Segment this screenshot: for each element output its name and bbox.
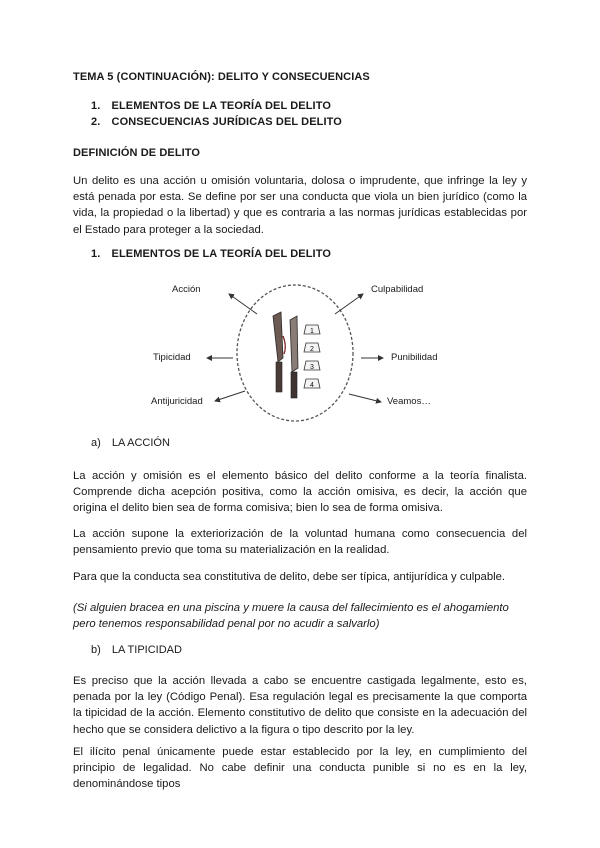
section-title: ELEMENTOS DE LA TEORÍA DEL DELITO [111, 248, 331, 260]
section-1-heading [91, 248, 331, 260]
section-number: 1. [91, 248, 101, 260]
accion-paragraph-1: La acción y omisión es el elemento básico del delito conforme a la teoría finalista. Comprende dicha acepción positiva, como la acción omisiva, es decir, la acción que origina el delito bien sea de forma comisiva; bien lo sea de forma omisiva. [73, 470, 527, 515]
toc-item-label: ELEMENTOS DE LA TEORÍA DEL DELITO [111, 100, 331, 112]
crime-elements-diagram [145, 276, 445, 422]
accion-paragraph-3: Para que la conducta sea constitutiva de delito, debe ser típica, antijurídica y culpable. [73, 571, 506, 583]
knives-illustration [273, 312, 298, 398]
toc-item-1 [91, 100, 331, 112]
subsection-letter: a) [91, 437, 101, 449]
tipicidad-paragraph-2: El ilícito penal únicamente puede estar establecido por la ley, en cumplimiento del principio de legalidad. No cabe definir una conducta punible si no es en la ley, denominándose tipos [73, 746, 527, 791]
document-title: TEMA 5 (CONTINUACIÓN): DELITO Y CONSECUENCIAS [73, 71, 370, 83]
evidence-marker-2-label: 2 [310, 346, 314, 353]
diagram-label-tipicidad: Tipicidad [153, 352, 191, 363]
diagram-label-punibilidad: Punibilidad [391, 352, 438, 363]
definition-heading: DEFINICIÓN DE DELITO [73, 147, 201, 159]
subsection-title: LA TIPICIDAD [111, 644, 182, 656]
subsection-title: LA ACCIÓN [111, 437, 170, 449]
diagram-label-veamos: Veamos… [387, 396, 431, 407]
arrow-accion [229, 294, 257, 314]
evidence-markers [304, 325, 320, 389]
toc-item-label: CONSECUENCIAS JURÍDICAS DEL DELITO [111, 116, 342, 128]
subsection-accion-heading [91, 437, 170, 449]
toc-item-number: 1. [91, 100, 101, 112]
diagram-label-antijuricidad: Antijuricidad [151, 396, 203, 407]
diagram-label-accion: Acción [172, 284, 201, 295]
evidence-marker-1-label: 1 [310, 328, 314, 335]
arrow-culpabilidad [335, 294, 363, 314]
evidence-marker-3-label: 3 [310, 364, 314, 371]
arrow-veamos [349, 394, 381, 402]
subsection-letter: b) [91, 644, 101, 656]
definition-paragraph: Un delito es una acción u omisión voluntaria, dolosa o imprudente, que infringe la ley y está penada por esta. Se define por ser una conducta que viola un bien jurídico (como la vida, la propiedad o la libertad) y que es contraria a las normas jurídicas establecidas por el Estado para proteger a la sociedad. [73, 175, 527, 236]
accion-example: (Si alguien bracea en una piscina y muere la causa del fallecimiento es el ahogamiento pero tenemos responsabilidad penal por no acudir a salvarlo) [73, 602, 509, 631]
diagram-label-culpabilidad: Culpabilidad [371, 284, 424, 295]
evidence-marker-4-label: 4 [310, 382, 314, 389]
arrow-antijuricidad [215, 391, 245, 401]
toc-item-2 [91, 116, 342, 128]
subsection-tipicidad-heading [91, 644, 182, 656]
toc-item-number: 2. [91, 116, 101, 128]
tipicidad-paragraph-1: Es preciso que la acción llevada a cabo se encuentre castigada legalmente, esto es, penada por la ley (Código Penal). Esa regulación legal es precisamente la que comporta la tipicidad de la acción. Elemento constitutivo de delito que consiste en la adecuación del hecho que se considera delictivo a la figura o tipo descrito por la ley. [73, 675, 527, 736]
accion-paragraph-2: La acción supone la exteriorización de la voluntad humana como consecuencia del pensamiento previo que toma su materialización en la realidad. [73, 528, 527, 557]
